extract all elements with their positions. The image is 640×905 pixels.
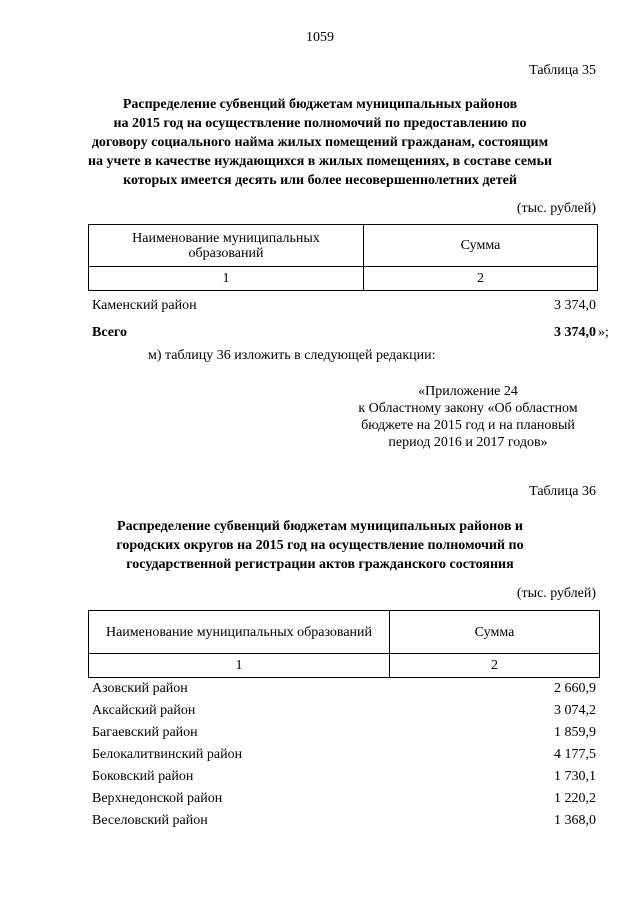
total-label: Всего	[92, 325, 127, 340]
district-amount: 3 374,0	[554, 298, 596, 313]
district-name: Аксайский район	[92, 703, 196, 718]
table-row	[92, 813, 596, 833]
table35-heading-line: которых имеется десять или более несовершеннолетних детей	[123, 173, 517, 188]
table36-units: (тыс. рублей)	[516, 586, 596, 601]
page-number: 1059	[306, 30, 334, 45]
table35-heading	[60, 95, 580, 190]
table35-heading-line: на учете в качестве нуждающихся в жилых помещениях, в составе семьи	[87, 154, 553, 169]
district-amount: 1 859,9	[554, 725, 596, 740]
table36-header	[88, 610, 600, 678]
district-amount: 1 730,1	[554, 769, 596, 784]
district-name: Багаевский район	[92, 725, 198, 740]
table36-heading	[60, 517, 580, 574]
district-name: Боковский район	[92, 769, 194, 784]
table35-units: (тыс. рублей)	[516, 201, 596, 216]
table36-heading-line: Распределение субвенций бюджетам муниципальных районов и	[117, 519, 523, 534]
table35-heading-line: Распределение субвенций бюджетам муниципальных районов	[122, 97, 518, 112]
appendix-line: «Приложение 24	[418, 384, 518, 399]
table-row	[92, 725, 596, 745]
total-amount: 3 374,0	[554, 325, 596, 340]
district-name: Белокалитвинский район	[92, 747, 243, 762]
table-row	[92, 703, 596, 723]
table36-col2-num: 2	[390, 654, 600, 678]
closing-quote: »;	[598, 325, 609, 340]
district-name: Веселовский район	[92, 813, 208, 828]
district-amount: 1 368,0	[554, 813, 596, 828]
appendix-line: к Областному закону «Об областном	[358, 401, 578, 416]
table36-label: Таблица 36	[529, 484, 596, 499]
table35-total-row	[92, 325, 596, 345]
table35-col2-num: 2	[364, 267, 598, 291]
table36-heading-line: городских округов на 2015 год на осуществление полномочий по	[116, 538, 524, 553]
table36-heading-line: государственной регистрации актов гражданского состояния	[126, 557, 514, 572]
table-row	[92, 791, 596, 811]
table35-label: Таблица 35	[529, 63, 596, 78]
district-name: Азовский район	[92, 681, 188, 696]
table-row	[92, 681, 596, 701]
table-row	[92, 298, 596, 318]
appendix-reference	[340, 383, 596, 451]
table-row	[92, 769, 596, 789]
district-name: Верхнедонской район	[92, 791, 223, 806]
district-amount: 3 074,2	[554, 703, 596, 718]
table36-col1-header: Наименование муниципальных образований	[89, 611, 390, 654]
table35-col1-num: 1	[89, 267, 364, 291]
district-amount: 4 177,5	[554, 747, 596, 762]
amendment-instruction: м) таблицу 36 изложить в следующей редакции:	[148, 348, 436, 363]
district-amount: 1 220,2	[554, 791, 596, 806]
table-row	[92, 747, 596, 767]
table35-col2-header: Сумма	[364, 225, 598, 267]
district-amount: 2 660,9	[554, 681, 596, 696]
district-name: Каменский район	[92, 298, 197, 313]
table35-heading-line: на 2015 год на осуществление полномочий по предоставлению по	[113, 116, 527, 131]
appendix-line: период 2016 и 2017 годов»	[388, 435, 548, 450]
table36-col2-header: Сумма	[390, 611, 600, 654]
table35-heading-line: договору социального найма жилых помещений гражданам, состоящим	[91, 135, 549, 150]
table35-col1-header: Наименование муниципальных образований	[89, 225, 364, 267]
appendix-line: бюджете на 2015 год и на плановый	[361, 418, 575, 433]
table36-col1-num: 1	[89, 654, 390, 678]
table35-header	[88, 224, 598, 291]
